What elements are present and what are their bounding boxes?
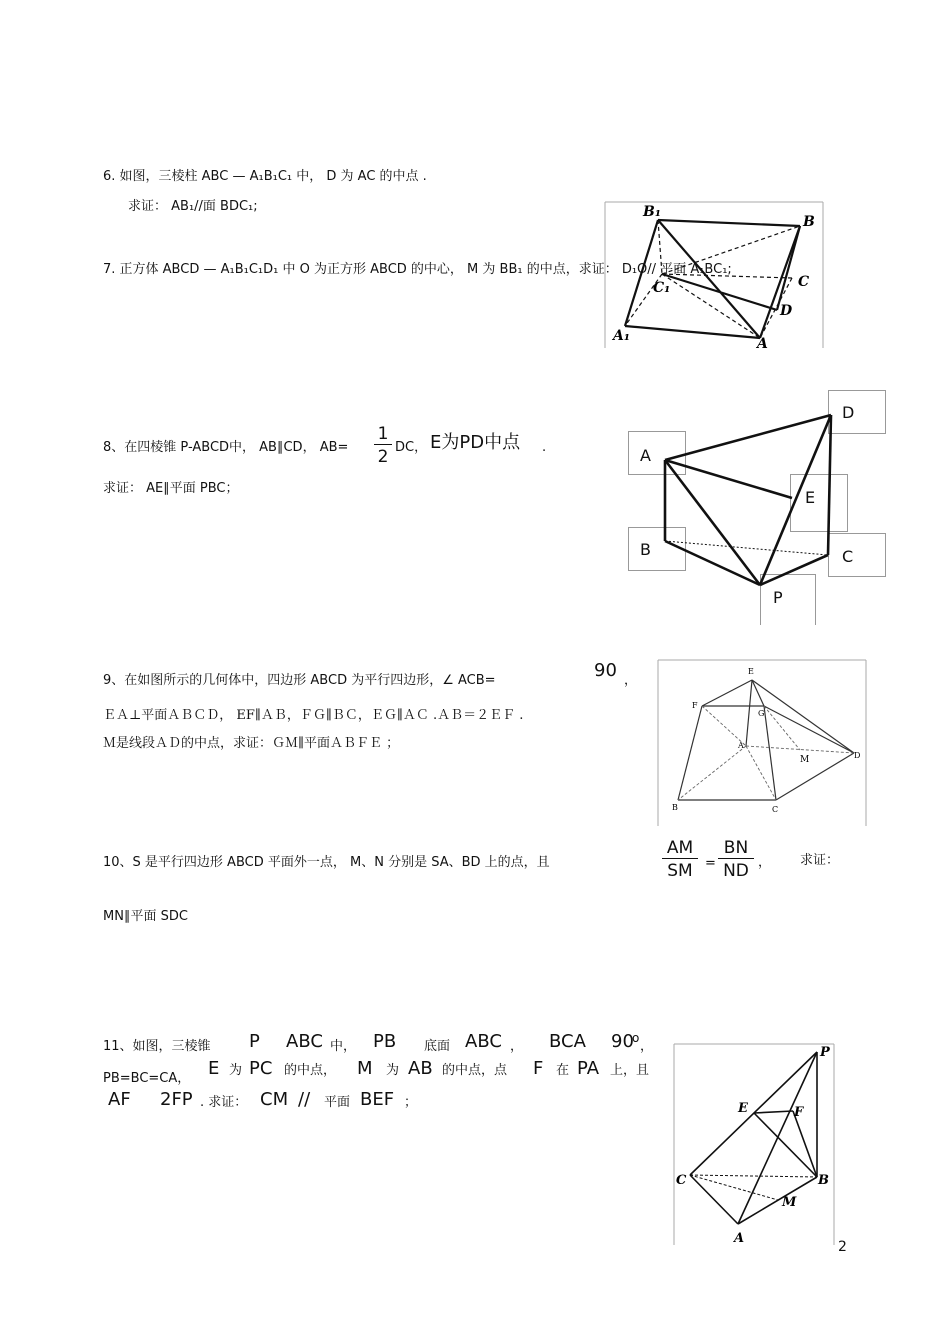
fig11-label-b: B	[818, 1173, 829, 1188]
p11-text-comma1: ，	[510, 1039, 524, 1054]
fig11-label-f: F	[794, 1105, 804, 1120]
p11-text-prove: . 求证：	[200, 1095, 248, 1110]
p11-sym-abc: ABC	[286, 1031, 323, 1052]
problem-9-angle: 90	[594, 660, 617, 681]
p11-text-semicolon: ；	[404, 1095, 418, 1110]
fig11-label-a: A	[734, 1231, 745, 1246]
fig6-label-b: B	[803, 214, 815, 230]
problem-8-dot: .	[542, 440, 547, 455]
fig11-label-c: C	[676, 1173, 687, 1188]
figure-11-pyramid	[672, 1042, 837, 1247]
p11-line2-start: PB=BC=CA，	[103, 1071, 191, 1086]
fig8-label-c: C	[842, 547, 854, 566]
fig9-label-e: E	[748, 667, 754, 676]
problem-10-equals: =	[705, 856, 716, 871]
fig9-label-b: B	[672, 803, 678, 812]
p11-text-wei2: 为	[386, 1063, 400, 1078]
problem-9-comma: ，	[624, 673, 638, 688]
fig6-label-d: D	[780, 303, 793, 319]
fig9-label-g: G	[758, 709, 765, 718]
fig9-label-c: C	[772, 805, 779, 814]
fraction-numerator: BN	[718, 838, 754, 859]
problem-10-prove: 求证：	[800, 853, 840, 868]
p11-sym-cm: CM	[260, 1089, 289, 1110]
fig9-label-f: F	[692, 701, 698, 710]
p11-sym-bef: BEF	[360, 1089, 395, 1110]
fig9-label-d: D	[854, 751, 861, 760]
problem-8-dc: DC，	[395, 440, 428, 455]
p11-sym-af: AF	[108, 1089, 131, 1110]
p11-sym-2fp: 2FP	[160, 1089, 193, 1110]
p11-sym-parallel: //	[298, 1089, 311, 1110]
p11-sym-e: E	[208, 1058, 220, 1079]
fig11-label-e: E	[738, 1101, 748, 1116]
problem-10-line2: MN∥平面 SDC	[103, 909, 188, 924]
p11-sym-pb: PB	[373, 1031, 397, 1052]
p11-text-midpoint1: 的中点，	[284, 1063, 337, 1078]
fig8-label-d: D	[842, 403, 855, 422]
fig8-label-e: E	[805, 488, 816, 507]
problem-6-line1: 6. 如图，三棱柱 ABC — A₁B₁C₁ 中， D 为 AC 的中点 .	[103, 169, 427, 184]
fig8-label-a: A	[640, 446, 651, 465]
fig6-label-a: A	[757, 336, 768, 352]
p11-text-midpoint2: 的中点，点	[442, 1063, 508, 1078]
problem-11-prefix: 11、如图，三棱锥	[103, 1039, 211, 1054]
fig9-label-m: M	[800, 755, 810, 765]
fig6-label-c: C	[798, 274, 810, 290]
problem-8-midpoint: E为PD中点	[430, 432, 521, 453]
problem-10-comma: ，	[758, 855, 772, 870]
p11-text-zhong: 中，	[330, 1039, 357, 1054]
fig8-label-p: P	[773, 588, 783, 607]
p11-text-wei1: 为	[229, 1063, 243, 1078]
figure-9-solid	[658, 658, 868, 828]
problem-8-prefix: 8、在四棱锥 P-ABCD中， AB∥CD， AB=	[103, 440, 349, 455]
p11-sym-abc2: ABC	[465, 1031, 502, 1052]
problem-6-line2: 求证： AB₁//面 BDC₁;	[128, 199, 258, 214]
p11-sym-pc: PC	[249, 1058, 273, 1079]
p11-sym-90: 90	[611, 1031, 634, 1052]
page-number: 2	[838, 1239, 847, 1255]
p11-text-comma2: ，	[640, 1039, 654, 1054]
fraction-denominator: SM	[667, 861, 693, 881]
fig11-label-p: P	[820, 1045, 830, 1060]
problem-10-fraction-bn-nd	[718, 838, 754, 881]
p11-sym-pa: PA	[577, 1058, 600, 1079]
problem-10-line1: 10、S 是平行四边形 ABCD 平面外一点， M、N 分别是 SA、BD 上的点，且	[103, 855, 550, 870]
problem-10-fraction-am-sm	[662, 838, 698, 881]
p11-sym-m: M	[357, 1058, 373, 1079]
problem-8-line2: 求证： AE∥平面 PBC；	[103, 481, 239, 496]
p11-sym-ab: AB	[408, 1058, 433, 1079]
figure-8-pyramid	[620, 390, 880, 620]
p11-sym-bca: BCA	[549, 1031, 586, 1052]
problem-9-line1: 9、在如图所示的几何体中，四边形 ABCD 为平行四边形，∠ ACB=	[103, 673, 496, 688]
fraction-numerator: AM	[662, 838, 698, 859]
p11-sym-degree: o	[632, 1031, 640, 1045]
p11-sym-p: P	[249, 1031, 260, 1052]
fig11-label-m: M	[782, 1195, 797, 1210]
fraction-numerator: 1	[374, 424, 392, 445]
fraction-denominator: ND	[723, 861, 749, 881]
fig6-label-b1: B₁	[643, 204, 661, 220]
problem-7-line1: 7. 正方体 ABCD — A₁B₁C₁D₁ 中 O 为正方形 ABCD 的中心， M 为 BB₁ 的中点，求证： D₁O// 平面 A₁BC₁;	[103, 262, 732, 277]
fraction-denominator: 2	[377, 447, 389, 467]
problem-8-fraction	[374, 424, 392, 467]
problem-9-line3: Ｍ是线段ＡＤ的中点，求证：ＧＭ∥平面ＡＢＦＥ ；	[103, 736, 400, 751]
fig8-label-b: B	[640, 540, 651, 559]
problem-9-line2: ＥＡ⊥平面ＡＢＣＤ， EF∥ＡＢ，ＦＧ∥ＢＣ，ＥＧ∥ＡＣ .ＡＢ＝２ＥＦ .	[103, 708, 524, 723]
fig6-label-c1: C₁	[653, 280, 671, 296]
p11-sym-f: F	[533, 1058, 544, 1079]
p11-text-dimian: 底面	[424, 1039, 451, 1054]
p11-text-zai: 在	[556, 1063, 570, 1078]
fig9-label-a: A	[738, 741, 744, 750]
fig6-label-a1: A₁	[613, 328, 630, 344]
p11-text-shang: 上，且	[610, 1063, 650, 1078]
p11-text-plane: 平面	[324, 1095, 351, 1110]
